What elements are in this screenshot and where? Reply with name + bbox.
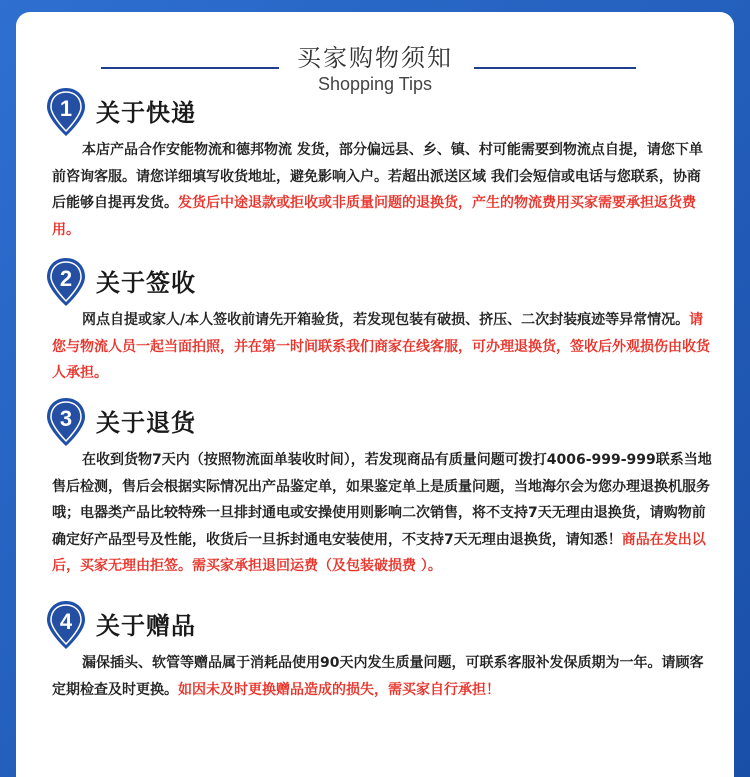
page-subtitle: Shopping Tips <box>317 74 433 94</box>
section-warning: 商品在发出以后，买家无理由拒签。需买家承担退回运费（及包装破损费 ）。 <box>52 531 706 574</box>
section-body <box>52 650 712 703</box>
section-warning: 请您与物流人员一起当面拍照，并在第一时间联系我们商家在线客服，可办理退换货，签收后外观损伤由收货人承担。 <box>52 312 710 381</box>
section-warning: 如因未及时更换赠品造成的损失，需买家自行承担！ <box>178 681 500 698</box>
section-body <box>52 137 712 243</box>
section-text: 在收到货物7天内（按照物流面单装收时间），若发现商品有质量问题可拨打4006-999-999联系当地售后检测，售后会根据实际情况出产品鉴定单，如果鉴定单上是质量问题，当地海尔会为您办理退换机服务哦；电器类产品比较特殊一旦排封通电或安操使用则影响二次销售，将不支持7天无理由退换货，请购物前确定好产品型号及性能，收货后一旦拆封通电安装使用，不支持7天无理由退换货，请知悉！ <box>52 452 712 548</box>
section-body <box>52 307 712 387</box>
section-number: 4 <box>59 609 73 634</box>
section-title: 关于退货 <box>96 409 196 437</box>
section-text: 网点自提或家人/本人签收前请先开箱验货，若发现包装有破损、挤压、二次封装痕迹等异常情况。 <box>82 312 690 328</box>
section-text: 本店产品合作安能物流和德邦物流 发货，部分偏远县、乡、镇、村可能需要到物流点自提，请您下单前咨询客服。请您详细填写收货地址，避免影响入户。若超出派送区域 我们会短信或电话与您联系，协商后能够自提再发货。 <box>52 142 703 211</box>
section-title: 关于签收 <box>96 269 196 297</box>
section-text: 漏保插头、软管等赠品属于消耗品使用90天内发生质量问题，可联系客服补发保质期为一年。请顾客定期检查及时更换。 <box>52 655 704 698</box>
section-number: 1 <box>59 96 73 121</box>
number-pin-icon <box>46 257 86 307</box>
section-title: 关于赠品 <box>96 612 196 640</box>
header <box>16 32 734 102</box>
section-title: 关于快递 <box>96 99 196 127</box>
number-pin-icon <box>46 87 86 137</box>
section-number: 3 <box>59 406 73 431</box>
section-number: 2 <box>59 266 73 291</box>
number-pin-icon <box>46 600 86 650</box>
section-body <box>52 447 712 580</box>
number-pin-icon <box>46 397 86 447</box>
section-warning: 发货后中途退款或拒收或非质量问题的退换货，产生的物流费用买家需要承担返货费用。 <box>52 195 696 238</box>
page-title: 买家购物须知 <box>297 44 453 72</box>
tips-card <box>16 12 734 777</box>
